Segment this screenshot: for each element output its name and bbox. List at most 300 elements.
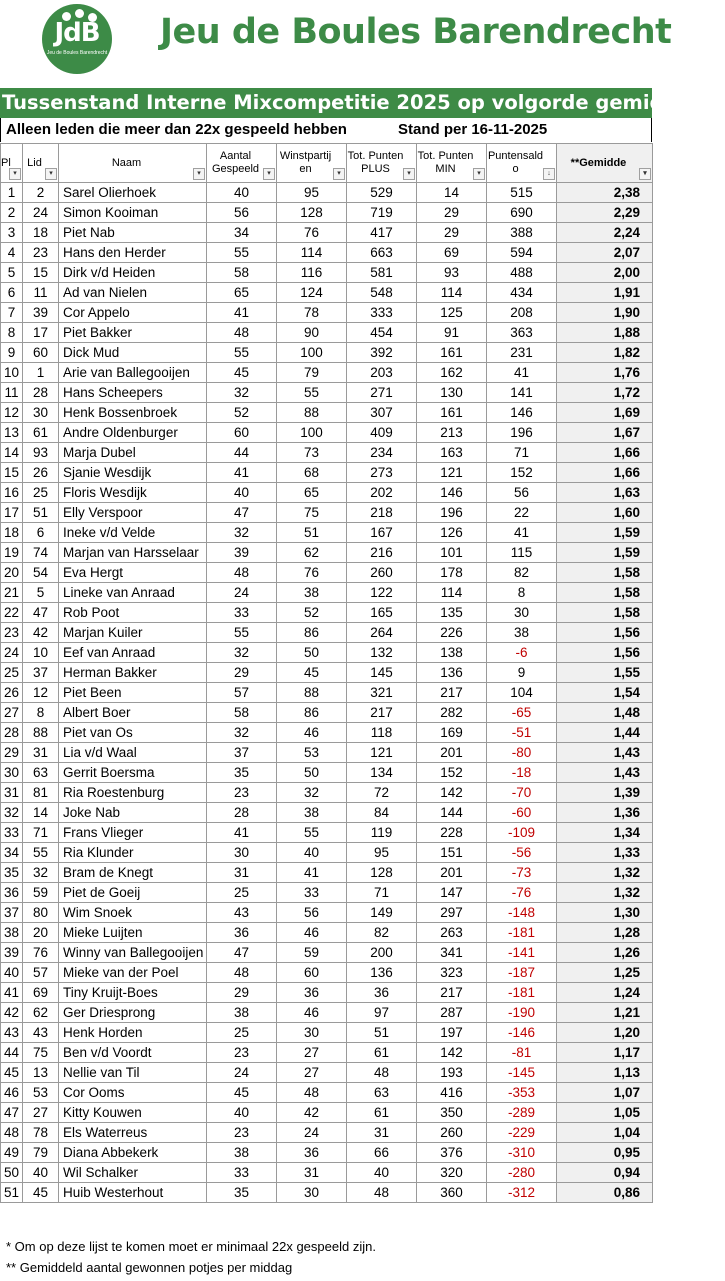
cell-lid: 81 bbox=[23, 783, 59, 803]
col-header-aantal: Aantal Gespeeld ▾ bbox=[207, 144, 277, 183]
cell-gemiddelde: 1,43 bbox=[557, 743, 653, 763]
cell-plus: 134 bbox=[347, 763, 417, 783]
cell-plus: 417 bbox=[347, 223, 417, 243]
cell-gemiddelde: 2,00 bbox=[557, 263, 653, 283]
cell-saldo: 71 bbox=[487, 443, 557, 463]
cell-plus: 63 bbox=[347, 1083, 417, 1103]
cell-lid: 74 bbox=[23, 543, 59, 563]
cell-min: 138 bbox=[417, 643, 487, 663]
cell-min: 376 bbox=[417, 1143, 487, 1163]
cell-naam: Wil Schalker bbox=[59, 1163, 207, 1183]
cell-aantal: 60 bbox=[207, 423, 277, 443]
cell-naam: Eva Hergt bbox=[59, 563, 207, 583]
cell-min: 130 bbox=[417, 383, 487, 403]
cell-naam: Hans Scheepers bbox=[59, 383, 207, 403]
cell-min: 151 bbox=[417, 843, 487, 863]
cell-saldo: 434 bbox=[487, 283, 557, 303]
cell-winst: 46 bbox=[277, 723, 347, 743]
cell-lid: 20 bbox=[23, 923, 59, 943]
cell-saldo: -51 bbox=[487, 723, 557, 743]
cell-naam: Piet Bakker bbox=[59, 323, 207, 343]
cell-plus: 167 bbox=[347, 523, 417, 543]
cell-lid: 10 bbox=[23, 643, 59, 663]
cell-winst: 50 bbox=[277, 763, 347, 783]
cell-pl: 11 bbox=[1, 383, 23, 403]
cell-gemiddelde: 1,82 bbox=[557, 343, 653, 363]
cell-pl: 7 bbox=[1, 303, 23, 323]
cell-pl: 13 bbox=[1, 423, 23, 443]
cell-lid: 51 bbox=[23, 503, 59, 523]
cell-lid: 15 bbox=[23, 263, 59, 283]
cell-aantal: 25 bbox=[207, 883, 277, 903]
cell-naam: Sjanie Wesdijk bbox=[59, 463, 207, 483]
table-row bbox=[1, 263, 653, 283]
cell-gemiddelde: 1,88 bbox=[557, 323, 653, 343]
cell-saldo: -187 bbox=[487, 963, 557, 983]
cell-winst: 88 bbox=[277, 683, 347, 703]
cell-pl: 51 bbox=[1, 1183, 23, 1203]
dropdown-filter-icon[interactable]: ▾ bbox=[403, 168, 415, 180]
cell-lid: 75 bbox=[23, 1043, 59, 1063]
dropdown-filter-icon[interactable]: ▾ bbox=[193, 168, 205, 180]
cell-lid: 53 bbox=[23, 1083, 59, 1103]
cell-saldo: -65 bbox=[487, 703, 557, 723]
sort-filter-icon[interactable]: ↓ bbox=[543, 168, 555, 180]
cell-winst: 75 bbox=[277, 503, 347, 523]
cell-saldo: 594 bbox=[487, 243, 557, 263]
cell-aantal: 52 bbox=[207, 403, 277, 423]
cell-naam: Cor Ooms bbox=[59, 1083, 207, 1103]
table-body bbox=[1, 183, 653, 1203]
cell-winst: 68 bbox=[277, 463, 347, 483]
cell-lid: 63 bbox=[23, 763, 59, 783]
logo-text: JdB bbox=[54, 18, 100, 48]
cell-pl: 16 bbox=[1, 483, 23, 503]
cell-pl: 41 bbox=[1, 983, 23, 1003]
table-row bbox=[1, 663, 653, 683]
cell-min: 416 bbox=[417, 1083, 487, 1103]
cell-gemiddelde: 1,13 bbox=[557, 1063, 653, 1083]
table-row bbox=[1, 923, 653, 943]
table-row bbox=[1, 1023, 653, 1043]
cell-naam: Winny van Ballegooijen bbox=[59, 943, 207, 963]
cell-pl: 10 bbox=[1, 363, 23, 383]
cell-lid: 13 bbox=[23, 1063, 59, 1083]
cell-pl: 14 bbox=[1, 443, 23, 463]
cell-aantal: 38 bbox=[207, 1143, 277, 1163]
cell-aantal: 48 bbox=[207, 963, 277, 983]
cell-min: 201 bbox=[417, 863, 487, 883]
cell-plus: 122 bbox=[347, 583, 417, 603]
table-row bbox=[1, 823, 653, 843]
cell-winst: 27 bbox=[277, 1043, 347, 1063]
eligibility-note: Alleen leden die meer dan 22x gespeeld hebben bbox=[6, 121, 347, 138]
cell-winst: 65 bbox=[277, 483, 347, 503]
cell-plus: 36 bbox=[347, 983, 417, 1003]
cell-lid: 11 bbox=[23, 283, 59, 303]
cell-gemiddelde: 1,24 bbox=[557, 983, 653, 1003]
cell-plus: 145 bbox=[347, 663, 417, 683]
cell-gemiddelde: 2,29 bbox=[557, 203, 653, 223]
cell-plus: 234 bbox=[347, 443, 417, 463]
table-header-row bbox=[1, 144, 653, 183]
cell-pl: 18 bbox=[1, 523, 23, 543]
cell-lid: 71 bbox=[23, 823, 59, 843]
cell-saldo: -18 bbox=[487, 763, 557, 783]
footnote: ** Gemiddeld aantal gewonnen potjes per middag bbox=[6, 1260, 293, 1275]
table-row bbox=[1, 883, 653, 903]
table-row bbox=[1, 1083, 653, 1103]
cell-saldo: -190 bbox=[487, 1003, 557, 1023]
cell-naam: Ben v/d Voordt bbox=[59, 1043, 207, 1063]
cell-lid: 12 bbox=[23, 683, 59, 703]
cell-saldo: -353 bbox=[487, 1083, 557, 1103]
cell-min: 93 bbox=[417, 263, 487, 283]
cell-plus: 61 bbox=[347, 1103, 417, 1123]
cell-plus: 218 bbox=[347, 503, 417, 523]
cell-plus: 548 bbox=[347, 283, 417, 303]
cell-naam: Els Waterreus bbox=[59, 1123, 207, 1143]
cell-lid: 14 bbox=[23, 803, 59, 823]
col-header-plus: Tot. Punten PLUS ▾ bbox=[347, 144, 417, 183]
dropdown-filter-icon[interactable]: ▾ bbox=[473, 168, 485, 180]
cell-min: 101 bbox=[417, 543, 487, 563]
competition-banner: Tussenstand Interne Mixcompetitie 2025 op volgorde gemiddelde bbox=[0, 88, 652, 118]
cell-min: 126 bbox=[417, 523, 487, 543]
cell-gemiddelde: 1,66 bbox=[557, 443, 653, 463]
cell-pl: 44 bbox=[1, 1043, 23, 1063]
cell-winst: 114 bbox=[277, 243, 347, 263]
cell-plus: 529 bbox=[347, 183, 417, 203]
cell-naam: Henk Horden bbox=[59, 1023, 207, 1043]
cell-winst: 33 bbox=[277, 883, 347, 903]
cell-winst: 73 bbox=[277, 443, 347, 463]
cell-gemiddelde: 1,43 bbox=[557, 763, 653, 783]
cell-saldo: -60 bbox=[487, 803, 557, 823]
cell-pl: 24 bbox=[1, 643, 23, 663]
cell-plus: 203 bbox=[347, 363, 417, 383]
cell-min: 169 bbox=[417, 723, 487, 743]
dropdown-filter-icon[interactable]: ▾ bbox=[263, 168, 275, 180]
cell-winst: 60 bbox=[277, 963, 347, 983]
cell-plus: 61 bbox=[347, 1043, 417, 1063]
standings-table bbox=[0, 143, 653, 1203]
cell-naam: Andre Oldenburger bbox=[59, 423, 207, 443]
logo-boule-icon bbox=[75, 9, 84, 18]
cell-naam: Huib Westerhout bbox=[59, 1183, 207, 1203]
cell-plus: 40 bbox=[347, 1163, 417, 1183]
cell-gemiddelde: 1,54 bbox=[557, 683, 653, 703]
dropdown-filter-icon[interactable]: ▾ bbox=[639, 168, 651, 180]
table-row bbox=[1, 563, 653, 583]
cell-aantal: 34 bbox=[207, 223, 277, 243]
table-row bbox=[1, 1103, 653, 1123]
cell-winst: 76 bbox=[277, 563, 347, 583]
dropdown-filter-icon[interactable]: ▾ bbox=[333, 168, 345, 180]
cell-aantal: 43 bbox=[207, 903, 277, 923]
cell-lid: 59 bbox=[23, 883, 59, 903]
cell-gemiddelde: 1,28 bbox=[557, 923, 653, 943]
cell-winst: 76 bbox=[277, 223, 347, 243]
cell-aantal: 31 bbox=[207, 863, 277, 883]
cell-saldo: 56 bbox=[487, 483, 557, 503]
table-row bbox=[1, 583, 653, 603]
cell-plus: 217 bbox=[347, 703, 417, 723]
cell-pl: 45 bbox=[1, 1063, 23, 1083]
cell-min: 114 bbox=[417, 583, 487, 603]
cell-lid: 42 bbox=[23, 623, 59, 643]
cell-saldo: 208 bbox=[487, 303, 557, 323]
cell-lid: 25 bbox=[23, 483, 59, 503]
cell-gemiddelde: 1,20 bbox=[557, 1023, 653, 1043]
cell-aantal: 55 bbox=[207, 243, 277, 263]
cell-naam: Piet Been bbox=[59, 683, 207, 703]
cell-plus: 307 bbox=[347, 403, 417, 423]
cell-winst: 36 bbox=[277, 983, 347, 1003]
cell-lid: 76 bbox=[23, 943, 59, 963]
cell-plus: 663 bbox=[347, 243, 417, 263]
cell-saldo: 690 bbox=[487, 203, 557, 223]
cell-pl: 37 bbox=[1, 903, 23, 923]
cell-min: 228 bbox=[417, 823, 487, 843]
table-row bbox=[1, 803, 653, 823]
cell-lid: 23 bbox=[23, 243, 59, 263]
cell-lid: 47 bbox=[23, 603, 59, 623]
cell-lid: 60 bbox=[23, 343, 59, 363]
cell-saldo: -6 bbox=[487, 643, 557, 663]
cell-lid: 55 bbox=[23, 843, 59, 863]
cell-naam: Ria Roestenburg bbox=[59, 783, 207, 803]
cell-winst: 79 bbox=[277, 363, 347, 383]
standing-date: Stand per 16-11-2025 bbox=[398, 121, 548, 138]
cell-gemiddelde: 1,32 bbox=[557, 863, 653, 883]
cell-gemiddelde: 1,66 bbox=[557, 463, 653, 483]
cell-min: 323 bbox=[417, 963, 487, 983]
cell-saldo: 38 bbox=[487, 623, 557, 643]
cell-min: 142 bbox=[417, 1043, 487, 1063]
cell-pl: 29 bbox=[1, 743, 23, 763]
cell-saldo: -148 bbox=[487, 903, 557, 923]
cell-winst: 40 bbox=[277, 843, 347, 863]
cell-saldo: 104 bbox=[487, 683, 557, 703]
cell-plus: 454 bbox=[347, 323, 417, 343]
cell-plus: 132 bbox=[347, 643, 417, 663]
cell-pl: 23 bbox=[1, 623, 23, 643]
cell-min: 217 bbox=[417, 683, 487, 703]
table-row bbox=[1, 303, 653, 323]
cell-aantal: 58 bbox=[207, 703, 277, 723]
table-row bbox=[1, 943, 653, 963]
cell-aantal: 39 bbox=[207, 543, 277, 563]
table-row bbox=[1, 1003, 653, 1023]
table-row bbox=[1, 1123, 653, 1143]
cell-pl: 20 bbox=[1, 563, 23, 583]
cell-winst: 27 bbox=[277, 1063, 347, 1083]
cell-naam: Tiny Kruijt-Boes bbox=[59, 983, 207, 1003]
cell-plus: 321 bbox=[347, 683, 417, 703]
site-title: Jeu de Boules Barendrecht bbox=[160, 12, 672, 52]
cell-min: 152 bbox=[417, 763, 487, 783]
cell-naam: Piet Nab bbox=[59, 223, 207, 243]
cell-min: 29 bbox=[417, 203, 487, 223]
col-header-naam: Naam ▾ bbox=[59, 144, 207, 183]
cell-gemiddelde: 1,58 bbox=[557, 563, 653, 583]
cell-winst: 50 bbox=[277, 643, 347, 663]
cell-saldo: 8 bbox=[487, 583, 557, 603]
cell-aantal: 36 bbox=[207, 923, 277, 943]
cell-saldo: 141 bbox=[487, 383, 557, 403]
cell-aantal: 41 bbox=[207, 463, 277, 483]
cell-saldo: 388 bbox=[487, 223, 557, 243]
cell-naam: Joke Nab bbox=[59, 803, 207, 823]
cell-winst: 38 bbox=[277, 803, 347, 823]
cell-pl: 1 bbox=[1, 183, 23, 203]
cell-winst: 86 bbox=[277, 623, 347, 643]
cell-aantal: 47 bbox=[207, 503, 277, 523]
table-row bbox=[1, 843, 653, 863]
cell-saldo: -70 bbox=[487, 783, 557, 803]
cell-winst: 128 bbox=[277, 203, 347, 223]
cell-saldo: 22 bbox=[487, 503, 557, 523]
table-row bbox=[1, 383, 653, 403]
cell-saldo: 9 bbox=[487, 663, 557, 683]
cell-plus: 271 bbox=[347, 383, 417, 403]
cell-aantal: 40 bbox=[207, 483, 277, 503]
cell-lid: 17 bbox=[23, 323, 59, 343]
cell-naam: Rob Poot bbox=[59, 603, 207, 623]
cell-pl: 39 bbox=[1, 943, 23, 963]
cell-lid: 62 bbox=[23, 1003, 59, 1023]
col-header-pl: Pl ▾ bbox=[1, 144, 23, 183]
cell-lid: 37 bbox=[23, 663, 59, 683]
cell-plus: 719 bbox=[347, 203, 417, 223]
cell-winst: 46 bbox=[277, 923, 347, 943]
cell-aantal: 32 bbox=[207, 723, 277, 743]
cell-gemiddelde: 1,72 bbox=[557, 383, 653, 403]
cell-gemiddelde: 1,30 bbox=[557, 903, 653, 923]
cell-winst: 24 bbox=[277, 1123, 347, 1143]
cell-naam: Elly Verspoor bbox=[59, 503, 207, 523]
table-row bbox=[1, 603, 653, 623]
cell-aantal: 41 bbox=[207, 303, 277, 323]
cell-lid: 26 bbox=[23, 463, 59, 483]
cell-pl: 3 bbox=[1, 223, 23, 243]
page-header bbox=[0, 0, 672, 84]
cell-plus: 118 bbox=[347, 723, 417, 743]
cell-gemiddelde: 1,91 bbox=[557, 283, 653, 303]
cell-min: 213 bbox=[417, 423, 487, 443]
footnotes bbox=[6, 1236, 376, 1278]
cell-aantal: 23 bbox=[207, 1043, 277, 1063]
cell-naam: Marjan van Harsselaar bbox=[59, 543, 207, 563]
sub-header bbox=[0, 118, 652, 142]
cell-pl: 36 bbox=[1, 883, 23, 903]
cell-plus: 51 bbox=[347, 1023, 417, 1043]
cell-lid: 45 bbox=[23, 1183, 59, 1203]
cell-pl: 12 bbox=[1, 403, 23, 423]
cell-gemiddelde: 1,17 bbox=[557, 1043, 653, 1063]
cell-aantal: 37 bbox=[207, 743, 277, 763]
cell-winst: 100 bbox=[277, 343, 347, 363]
cell-gemiddelde: 0,95 bbox=[557, 1143, 653, 1163]
cell-naam: Henk Bossenbroek bbox=[59, 403, 207, 423]
cell-aantal: 33 bbox=[207, 603, 277, 623]
cell-plus: 119 bbox=[347, 823, 417, 843]
cell-winst: 116 bbox=[277, 263, 347, 283]
cell-min: 350 bbox=[417, 1103, 487, 1123]
cell-saldo: -289 bbox=[487, 1103, 557, 1123]
cell-pl: 19 bbox=[1, 543, 23, 563]
cell-gemiddelde: 1,04 bbox=[557, 1123, 653, 1143]
cell-naam: Lia v/d Waal bbox=[59, 743, 207, 763]
cell-aantal: 38 bbox=[207, 1003, 277, 1023]
cell-saldo: 231 bbox=[487, 343, 557, 363]
cell-gemiddelde: 1,67 bbox=[557, 423, 653, 443]
cell-aantal: 44 bbox=[207, 443, 277, 463]
cell-gemiddelde: 1,59 bbox=[557, 543, 653, 563]
cell-aantal: 35 bbox=[207, 763, 277, 783]
cell-aantal: 58 bbox=[207, 263, 277, 283]
logo-subtext: Jeu de Boules Barendrecht bbox=[46, 50, 108, 56]
table-row bbox=[1, 963, 653, 983]
cell-saldo: -310 bbox=[487, 1143, 557, 1163]
cell-gemiddelde: 1,32 bbox=[557, 883, 653, 903]
cell-min: 263 bbox=[417, 923, 487, 943]
cell-lid: 6 bbox=[23, 523, 59, 543]
cell-gemiddelde: 1,21 bbox=[557, 1003, 653, 1023]
cell-pl: 35 bbox=[1, 863, 23, 883]
cell-plus: 66 bbox=[347, 1143, 417, 1163]
cell-min: 144 bbox=[417, 803, 487, 823]
cell-plus: 392 bbox=[347, 343, 417, 363]
cell-plus: 31 bbox=[347, 1123, 417, 1143]
cell-pl: 6 bbox=[1, 283, 23, 303]
cell-saldo: 82 bbox=[487, 563, 557, 583]
cell-saldo: -141 bbox=[487, 943, 557, 963]
cell-aantal: 56 bbox=[207, 203, 277, 223]
cell-winst: 45 bbox=[277, 663, 347, 683]
cell-aantal: 55 bbox=[207, 623, 277, 643]
table-row bbox=[1, 1183, 653, 1203]
cell-min: 287 bbox=[417, 1003, 487, 1023]
dropdown-filter-icon[interactable]: ▾ bbox=[45, 168, 57, 180]
cell-winst: 55 bbox=[277, 383, 347, 403]
cell-gemiddelde: 1,76 bbox=[557, 363, 653, 383]
dropdown-filter-icon[interactable]: ▾ bbox=[9, 168, 21, 180]
cell-plus: 200 bbox=[347, 943, 417, 963]
table-row bbox=[1, 1043, 653, 1063]
cell-pl: 15 bbox=[1, 463, 23, 483]
cell-saldo: -181 bbox=[487, 923, 557, 943]
cell-aantal: 30 bbox=[207, 843, 277, 863]
table-row bbox=[1, 363, 653, 383]
cell-lid: 8 bbox=[23, 703, 59, 723]
table-row bbox=[1, 463, 653, 483]
cell-winst: 78 bbox=[277, 303, 347, 323]
cell-lid: 27 bbox=[23, 1103, 59, 1123]
cell-min: 161 bbox=[417, 403, 487, 423]
cell-aantal: 40 bbox=[207, 1103, 277, 1123]
cell-gemiddelde: 2,07 bbox=[557, 243, 653, 263]
table-row bbox=[1, 423, 653, 443]
cell-winst: 30 bbox=[277, 1183, 347, 1203]
cell-aantal: 32 bbox=[207, 383, 277, 403]
cell-naam: Dirk v/d Heiden bbox=[59, 263, 207, 283]
cell-saldo: -229 bbox=[487, 1123, 557, 1143]
cell-aantal: 57 bbox=[207, 683, 277, 703]
cell-gemiddelde: 1,48 bbox=[557, 703, 653, 723]
cell-saldo: 41 bbox=[487, 523, 557, 543]
